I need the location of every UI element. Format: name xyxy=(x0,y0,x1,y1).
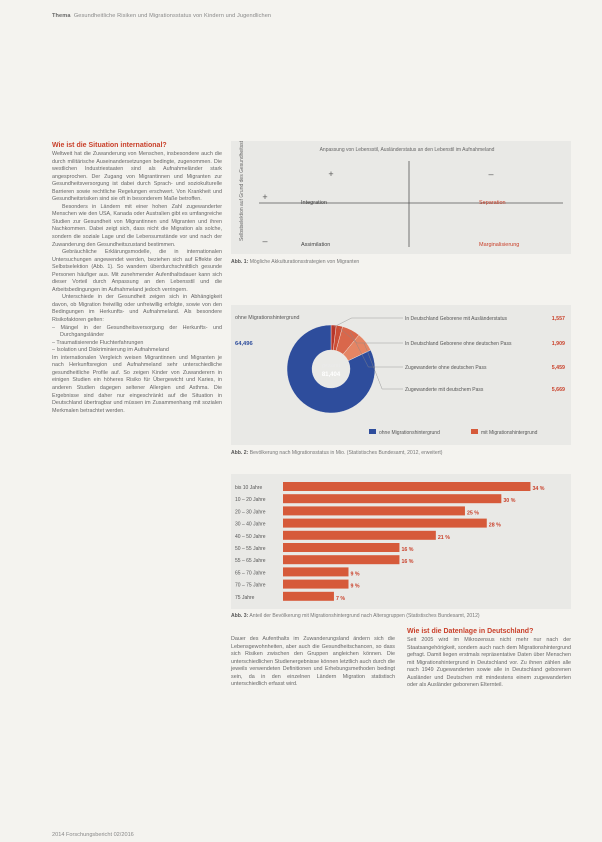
figure-2-population xyxy=(231,305,571,445)
bar xyxy=(283,555,399,564)
paragraph: Seit 2005 wird im Mikrozensus nicht mehr nur nach der Staatsangehörigkeit, sondern auch nach dem Migrationshintergrund gefragt. Damit liegen erstmals repräsentative Daten über Menschen mit Migrationshintergrund in Deutschland vor. Zu ihnen zählen alle nach 1949 Zugewanderten sowie alle in Deutschland geborenen Ausländer und Deutschen mit mindestens einem zugewanderten oder als Ausländer geborenen Elternteil. xyxy=(407,637,571,689)
legend-swatch-with xyxy=(471,429,478,434)
bar-category-label: 10 – 20 Jahre xyxy=(235,497,266,504)
bar-value-label: 28 % xyxy=(488,522,501,529)
fig1-quadrant-assimilation: Assimilation xyxy=(301,242,331,248)
paragraph: Gebräuchliche Erklärungsmodelle, die in internationalen Untersuchungen angewendet werden, beziehen sich auf Effekte der Selbstselektion (Abb. 1). So wandern überdurchschnittlich gesunde Personen häufiger aus. Mit zunehmender Aufenthaltsdauer kann sich dieser Vorteil durch Anpassung an den Lebensstil und die Arbeitsbedingungen im Aufnahmeland jedoch verringern. xyxy=(52,249,222,293)
donut-slices xyxy=(287,325,375,413)
figure-1-caption xyxy=(231,259,359,265)
donut-center-value: 81,404 xyxy=(321,372,341,378)
caption-label: Abb. 3: xyxy=(231,613,249,619)
list-item: – Traumatisierende Fluchterfahrungen xyxy=(60,340,222,348)
page-header xyxy=(52,13,572,19)
section-heading-international: Wie ist die Situation international? xyxy=(52,142,167,149)
section-heading-germany: Wie ist die Datenlage in Deutschland? xyxy=(407,628,534,635)
paragraph: Im internationalen Vergleich weisen Migrantinnen und Migranten je nach Herkunftsregion und Aufnahmeland sehr unterschiedliche gesundheitliche Profile auf. So zeigen Kinder von Zuwanderern in einigen Studien ein höheres Risiko für Übergewicht und Karies, in anderen Studien dagegen seltener Allergien und Asthma. Die Ergebnisse sind daher nur eingeschränkt auf die Situation in Deutschland übertragbar und müssen im Zusammenhang mit sozialen Merkmalen betrachtet werden. xyxy=(52,354,222,414)
bar-category-label: 55 – 65 Jahre xyxy=(235,558,266,565)
fig1-minus-side: – xyxy=(262,236,268,246)
fig1-quadrant-marginalisation: Marginalisierung xyxy=(479,242,520,248)
legend-label-without: ohne Migrationshintergrund xyxy=(379,430,440,436)
bar-value-label: 9 % xyxy=(350,571,360,578)
caption-text: Anteil der Bevölkerung mit Migrationshintergrund nach Altersgruppen (Statistisches Bundesamt, 2012) xyxy=(249,613,480,619)
bar-value-label: 34 % xyxy=(532,486,545,492)
donut-center-label: gesamt xyxy=(321,363,341,369)
paragraph: Unterschiede in der Gesundheit zeigen sich in Abhängigkeit davon, ob Migration freiwillig oder unfreiwillig erfolgte, sowie von den Bedingungen im Herkunfts- und Aufnahmeland. Als besondere Risikofaktoren gelten: xyxy=(52,294,222,324)
bar-category-label: bis 10 Jahre xyxy=(235,485,263,491)
column-2 xyxy=(231,636,395,689)
legend-swatch-without xyxy=(369,429,376,434)
bar-category-label: 20 – 30 Jahre xyxy=(235,509,266,516)
bar xyxy=(283,531,436,540)
caption-text: Bevölkerung nach Migrationsstatus in Mio. (Statistisches Bundesamt, 2012, erweitert) xyxy=(249,450,443,456)
bar xyxy=(283,592,334,601)
donut-outer-value: 64,496 xyxy=(235,341,253,347)
caption-label: Abb. 2: xyxy=(231,450,249,456)
bar-value-label: 7 % xyxy=(335,595,346,602)
donut-slice-label: Zugewanderte mit deutschem Pass xyxy=(405,387,484,393)
column-1 xyxy=(52,141,222,415)
donut-slice-value: 1,909 xyxy=(551,341,565,347)
bar xyxy=(283,567,349,576)
list-item: – Mängel in der Gesundheitsversorgung der Herkunfts- und Durchgangsländer xyxy=(60,325,222,340)
fig1-side-label xyxy=(239,141,245,241)
figure-1-acculturation xyxy=(231,141,571,254)
donut-leader-line xyxy=(334,318,403,327)
bar xyxy=(283,482,530,491)
paragraph: Weltweit hat die Zuwanderung von Menschen, insbesondere auch die durch militärische Auseinandersetzungen bedingte, zugenommen. Die westlichen Industriestaaten sind als Aufnahmeländer stark angesprochen. Der Zugang von Migrantinnen und Migranten zur Gesundheitsversorgung ist dabei durch Sprach- und soziokulturelle Barrieren sowie rechtliche Regelungen erschwert. Von Krankheit und Gesundheitsrisiken sind sie oft in besonderem Maße betroffen. xyxy=(52,151,222,203)
fig1-quadrant-separation: Separation xyxy=(479,200,506,206)
bar-value-label: 30 % xyxy=(503,498,516,505)
paragraph: Dauer des Aufenthalts im Zuwanderungsland ändern sich die Lebensgewohnheiten, aber auch die Gesundheitschancen, so dass sich Risiken zwischen den Gruppen angleichen können. Die unterschiedlichen Studienergebnisse können letztlich auch durch die jeweils verwendeten Definitionen und Erhebungsmethoden bedingt sein, da in den einzelnen Ländern Migration statistisch unterschiedlich erfasst wird. xyxy=(231,636,395,688)
age-group-bar-chart xyxy=(231,474,571,609)
bar-category-label: 50 – 55 Jahre xyxy=(235,546,266,552)
bar xyxy=(283,506,465,515)
population-donut-chart xyxy=(231,305,571,445)
bar-category-label: 65 – 70 Jahre xyxy=(235,570,266,577)
bar-value-label: 16 % xyxy=(401,547,414,553)
page-footer: 2014 Forschungsbericht 02/2016 xyxy=(52,832,134,838)
acculturation-diagram xyxy=(231,141,571,254)
donut-slice-label: In Deutschland Geborene mit Ausländerstatus xyxy=(405,316,508,322)
fig1-plus-side: + xyxy=(262,192,268,202)
caption-text: Mögliche Akkulturationsstrategien von Migranten xyxy=(249,259,360,265)
caption-label: Abb. 1: xyxy=(231,259,249,265)
column-3 xyxy=(407,627,571,690)
header-title: Gesundheitliche Risiken und Migrationsstatus von Kindern und Jugendlichen xyxy=(73,13,272,19)
figure-3-caption xyxy=(231,613,480,619)
legend-label-with: mit Migrationshintergrund xyxy=(481,430,538,436)
fig1-minus-top: – xyxy=(488,169,494,179)
bar-value-label: 9 % xyxy=(350,583,360,590)
header-section: Thema xyxy=(52,13,71,19)
bar-category-label: 30 – 40 Jahre xyxy=(235,521,266,528)
fig1-top-label xyxy=(320,147,495,153)
bar xyxy=(283,494,501,503)
paragraph: Besonders in Ländern mit einer hohen Zahl zugewanderter Menschen wie den USA, Kanada oder Australien gibt es umfangreiche Studien zur Gesundheit von Migrantinnen und Migranten und ihren Nachkommen. Dabei zeigt sich, dass nicht die Migration als solche, sondern die soziale Lage und die Lebensumstände vor und nach der Zuwanderung den Gesundheitszustand bestimmen. xyxy=(52,203,222,248)
fig1-plus-top: + xyxy=(328,169,334,179)
donut-slice-value: 1,557 xyxy=(551,316,565,322)
bar-value-label: 21 % xyxy=(437,534,450,541)
figure-2-caption xyxy=(231,450,443,456)
risk-factor-list xyxy=(52,325,222,355)
donut-slice-value: 5,459 xyxy=(551,365,565,371)
donut-slice-label: In Deutschland Geborene ohne deutschen Pass xyxy=(405,341,512,347)
bar-value-label: 16 % xyxy=(401,559,414,566)
bar xyxy=(283,519,487,528)
list-item: – Isolation und Diskriminierung im Aufnahmeland xyxy=(60,347,222,355)
fig1-side-label-text: Selbstselektion auf Grund des Gesundheitsstatus vor Migration xyxy=(239,141,245,241)
fig1-quadrant-integration: Integration xyxy=(301,200,327,206)
bar xyxy=(283,543,399,552)
fig1-top-label-text: Anpassung von Lebensstil, Ausländerstatus an den Lebenstil im Aufnahmeland xyxy=(319,147,495,153)
donut-slice-label: Zugewanderte ohne deutschen Pass xyxy=(405,365,487,371)
bar-category-label: 70 – 75 Jahre xyxy=(235,582,266,589)
bar xyxy=(283,580,349,589)
donut-outer-label: ohne Migrationshintergrund xyxy=(235,315,300,321)
bar-category-label: 75 Jahre xyxy=(235,594,255,601)
bar-value-label: 25 % xyxy=(466,510,480,517)
donut-slice-value: 5,669 xyxy=(551,387,565,393)
bar-category-label: 40 – 50 Jahre xyxy=(235,533,266,540)
figure-3-age-groups xyxy=(231,474,571,609)
